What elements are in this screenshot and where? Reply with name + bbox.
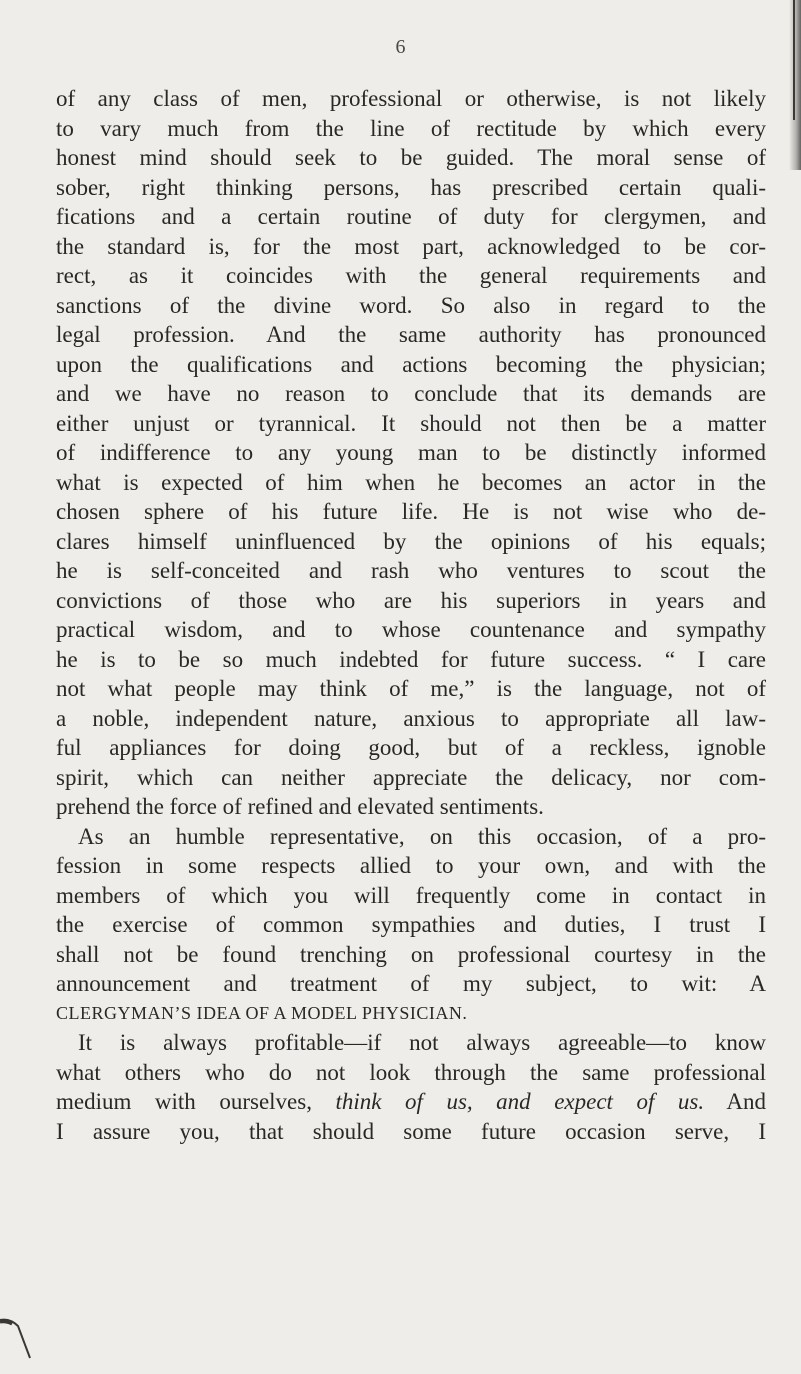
- text-line: ful appliances for doing good, but of a reckless, ignoble: [56, 735, 766, 760]
- text-line: I assure you, that should some future occasion serve, I: [56, 1118, 766, 1144]
- text-line: clares himself uninfluenced by the opinions of his equals;: [56, 528, 766, 554]
- text-line: As an humble representative, on this occasion, of a pro-: [78, 823, 766, 849]
- text-line: upon the qualifications and actions becoming the physician;: [56, 351, 766, 377]
- text-line: practical wisdom, and to whose countenance and sympathy: [56, 617, 766, 642]
- text-line: honest mind should seek to be guided. The moral sense of: [56, 145, 766, 170]
- text-line: sanctions of the divine word. So also in regard to the: [56, 292, 766, 318]
- text-line: announcement and treatment of my subject, to wit: A: [56, 971, 766, 996]
- text-line: members of which you will frequently come in contact in: [56, 882, 766, 908]
- text-line: legal profession. And the same authority has pronounced: [56, 322, 766, 347]
- italic-phrase: think of us, and expect of us.: [335, 1089, 705, 1114]
- text-line: what is expected of him when he becomes an actor in the: [56, 469, 766, 495]
- text-line: chosen sphere of his future life. He is not wise who de-: [56, 499, 766, 524]
- text-line: to vary much from the line of rectitude by which every: [56, 115, 766, 141]
- text-line: not what people may think of me,” is the language, not of: [56, 676, 766, 701]
- page-edge-shadow: [789, 0, 801, 170]
- text-line: of indifference to any young man to be distinctly informed: [56, 440, 766, 465]
- text-fragment: And: [704, 1089, 766, 1114]
- text-line: and we have no reason to conclude that its demands are: [56, 381, 766, 406]
- text-line: fession in some respects allied to your own, and with the: [56, 853, 766, 878]
- text-line: the exercise of common sympathies and duties, I trust I: [56, 912, 766, 937]
- section-title-line: CLERGYMAN’S IDEA OF A MODEL PHYSICIAN.: [56, 1002, 468, 1023]
- text-line: spirit, which can neither appreciate the delicacy, nor com-: [56, 764, 766, 790]
- page-number: 6: [395, 36, 406, 58]
- text-line: It is always profitable—if not always agreeable—to know: [78, 1030, 766, 1055]
- corner-scan-mark: [0, 1312, 34, 1362]
- text-line: sober, right thinking persons, has prescribed certain quali-: [56, 174, 766, 200]
- text-line: shall not be found trenching on professional courtesy in the: [56, 941, 766, 967]
- text-line: prehend the force of refined and elevated sentiments.: [56, 794, 544, 819]
- text-line: the standard is, for the most part, acknowledged to be cor-: [56, 233, 766, 259]
- text-line: what others who do not look through the same professional: [56, 1059, 766, 1085]
- binding-edge-mark: [793, 0, 795, 120]
- text-line: he is self-conceited and rash who ventures to scout the: [56, 558, 766, 583]
- text-line: fications and a certain routine of duty for clergymen, and: [56, 204, 766, 229]
- body-text: [56, 84, 766, 1146]
- text-line: he is to be so much indebted for future success. “ I care: [56, 646, 766, 672]
- text-line: either unjust or tyrannical. It should not then be a matter: [56, 410, 766, 436]
- text-line: a noble, independent nature, anxious to appropriate all law-: [56, 705, 766, 731]
- text-fragment: medium with ourselves,: [56, 1089, 336, 1114]
- text-line: rect, as it coincides with the general requirements and: [56, 263, 766, 288]
- text-line: [56, 1087, 766, 1117]
- text-line: convictions of those who are his superiors in years and: [56, 587, 766, 613]
- text-line: of any class of men, professional or otherwise, is not likely: [56, 86, 766, 111]
